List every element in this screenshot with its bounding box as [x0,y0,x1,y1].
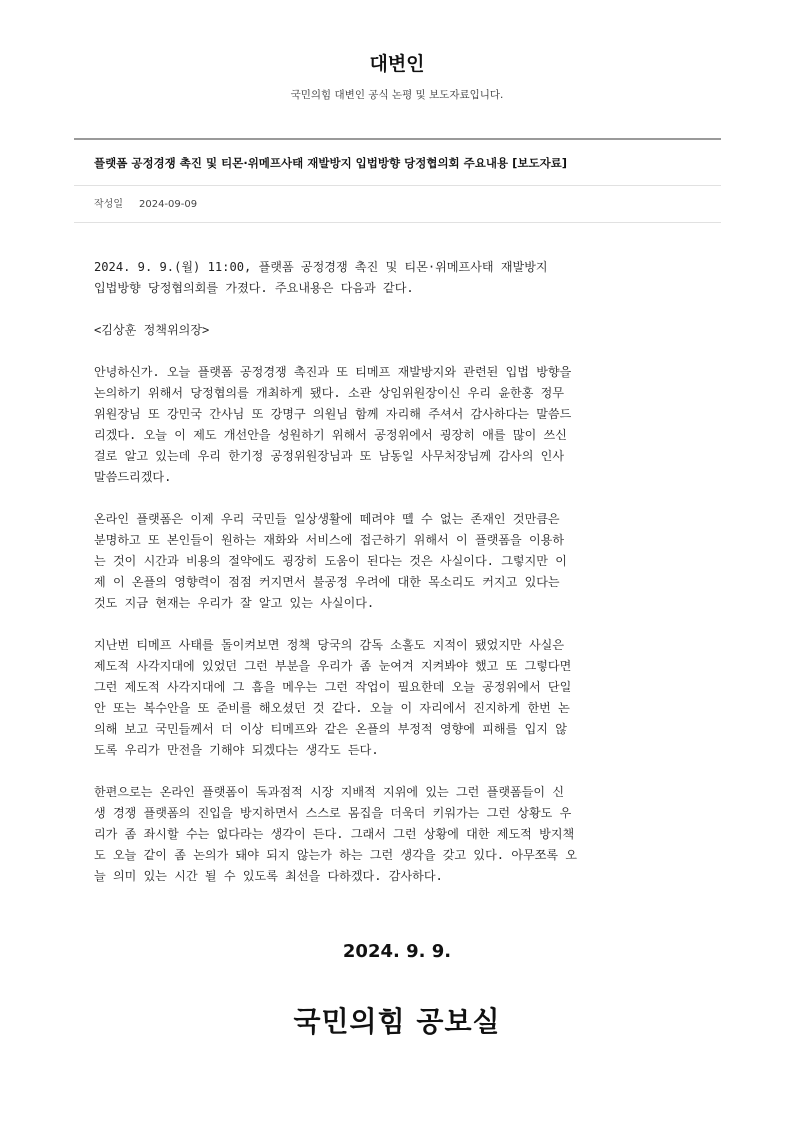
paragraph-line: 말씀드리겠다. [94,470,172,484]
paragraph [94,635,702,761]
date-label: 작성일 [94,199,123,210]
paragraph-line: 안 또는 복수안을 또 준비를 해오셨던 것 같다. 오늘 이 자리에서 진지하게 한번 논 [94,701,570,715]
paragraph-line: 위원장님 또 강민국 간사님 또 강명구 의원님 함께 자리해 주셔서 감사하다는 말씀드 [94,407,572,421]
paragraph-line: 논의하기 위해서 당정협의를 개최하게 됐다. 소관 상임위원장이신 우리 윤한홍 정무 [94,386,565,400]
paragraph-line: 것도 지금 현재는 우리가 잘 알고 있는 사실이다. [94,596,375,610]
paragraph-line: 입법방향 당정협의회를 가졌다. 주요내용은 다음과 같다. [94,281,414,295]
paragraph-line: 한편으로는 온라인 플랫폼이 독과점적 시장 지배적 지위에 있는 그런 플랫폼들이 신 [94,785,565,799]
post-title: 플랫폼 공정경쟁 촉진 및 티몬·위메프사태 재발방지 입법방향 당정협의회 주요내용 [보도자료] [94,156,568,170]
paragraph-line: 지난번 티메프 사태를 돌이켜보면 정책 당국의 감독 소홀도 지적이 됐었지만 사실은 [94,638,565,652]
paragraph [94,362,702,488]
paragraph [94,257,702,299]
speaker-label: <김상훈 정책위의장> [94,323,210,337]
date-value: 2024-09-09 [138,199,198,210]
paragraph-line: 제 이 온플의 영향력이 점점 커지면서 불공정 우려에 대한 목소리도 커지고 있다는 [94,575,560,589]
article-body [94,257,702,908]
issuing-office: 국민의힘 공보실 [293,1005,501,1038]
paragraph-line: 2024. 9. 9.(월) 11:00, 플랫폼 공정경쟁 촉진 및 티몬·위메프사태 재발방지 [94,260,548,274]
paragraph [94,320,702,341]
paragraph [94,782,702,887]
post-meta [94,198,197,212]
header-divider [74,138,721,140]
paragraph-line: 도 오늘 같이 좀 논의가 돼야 되지 않는가 하는 그런 생각을 갖고 있다. 아무쪼록 오 [94,848,578,862]
title-divider [74,185,721,186]
paragraph-line: 제도적 사각지대에 있었던 그런 부분을 우리가 좀 눈여겨 지켜봐야 했고 또 그렇다면 [94,659,572,673]
paragraph-line: 생 경쟁 플랫폼의 진입을 방지하면서 스스로 몸집을 더욱더 키워가는 그런 상황도 우 [94,806,572,820]
site-title: 대변인 [369,53,425,75]
paragraph-line: 분명하고 또 본인들이 원하는 재화와 서비스에 접근하기 위해서 이 플랫폼을 이용하 [94,533,565,547]
paragraph-line: 늘 의미 있는 시간 될 수 있도록 최선을 다하겠다. 감사하다. [94,869,443,883]
paragraph-line: 리겠다. 오늘 이 제도 개선안을 성원하기 위해서 공정위에서 굉장히 애를 많이 쓰신 [94,428,567,442]
meta-divider [74,222,721,223]
paragraph-line: 온라인 플랫폼은 이제 우리 국민들 일상생활에 떼려야 뗄 수 없는 존재인 것만큼은 [94,512,560,526]
paragraph-line: 는 것이 시간과 비용의 절약에도 굉장히 도움이 된다는 것은 사실이다. 그렇지만 이 [94,554,567,568]
release-date: 2024. 9. 9. [342,941,452,962]
paragraph-line: 도록 우리가 만전을 기해야 되겠다는 생각도 든다. [94,743,379,757]
paragraph-line: 안녕하신가. 오늘 플랫폼 공정경쟁 촉진과 또 티메프 재발방지와 관련된 입법 방향을 [94,365,572,379]
paragraph-line: 의해 보고 국민들께서 더 이상 티메프와 같은 온플의 부정적 영향에 피해를 입지 않 [94,722,567,736]
paragraph-line: 리가 좀 좌시할 수는 없다라는 생각이 든다. 그래서 그런 상황에 대한 제도적 방지책 [94,827,575,841]
paragraph-line: 걸로 알고 있는데 우리 한기정 공정위원장님과 또 남동일 사무처장님께 감사의 인사 [94,449,565,463]
paragraph [94,509,702,614]
site-subtitle: 국민의힘 대변인 공식 논평 및 보도자료입니다. [290,89,504,101]
paragraph-line: 그런 제도적 사각지대에 그 흠을 메우는 그런 작업이 필요한데 오늘 공정위에서 단일 [94,680,572,694]
